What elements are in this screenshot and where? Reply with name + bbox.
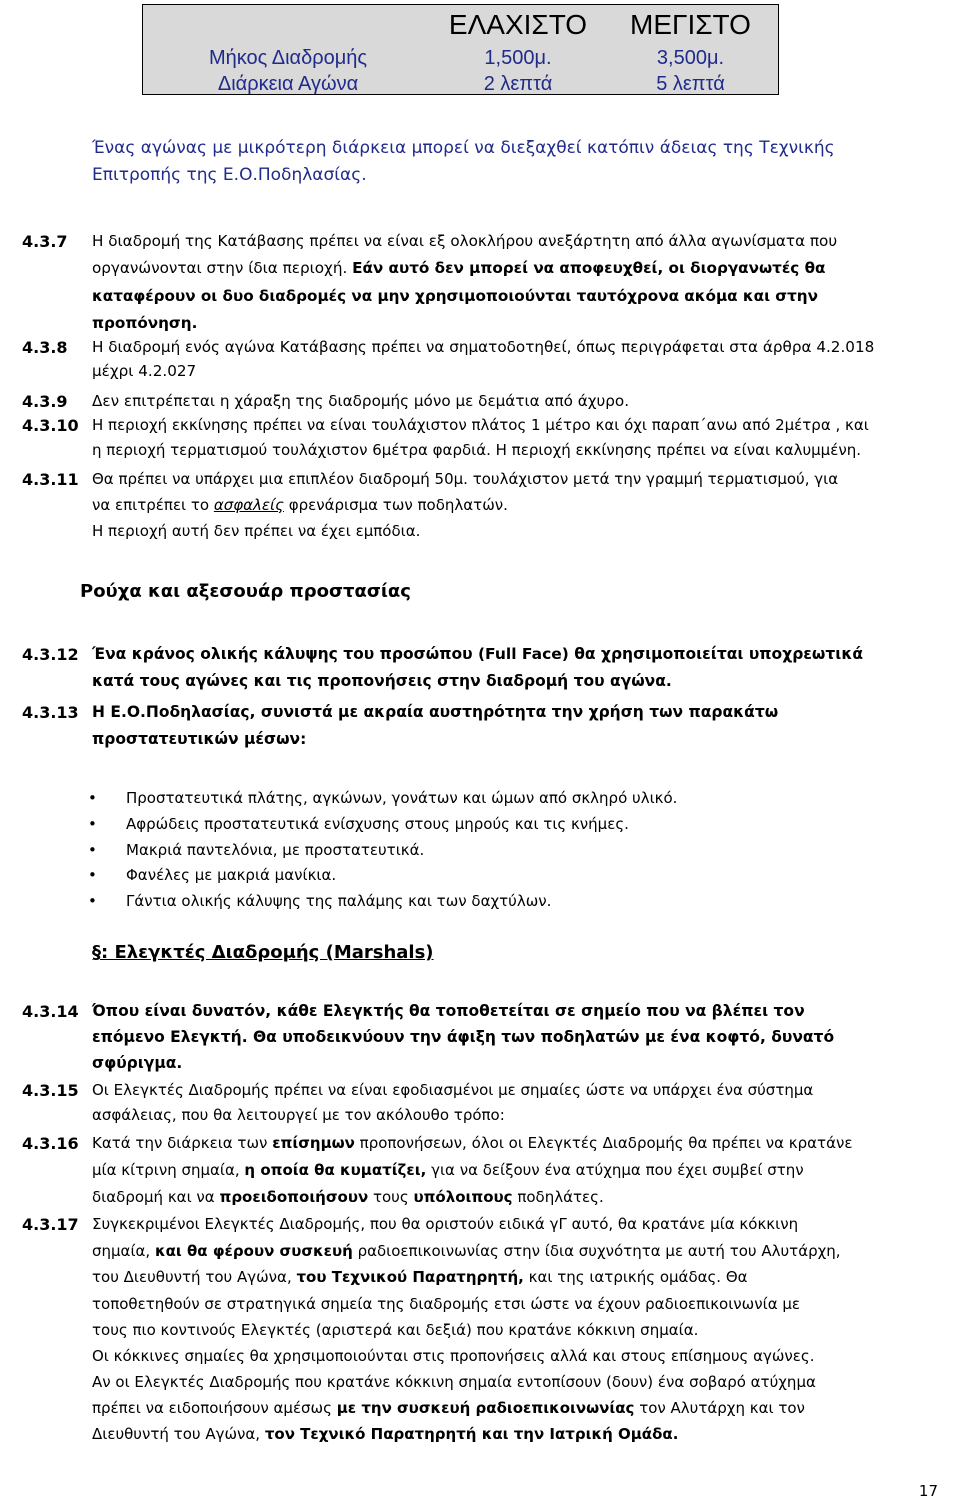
list-item: Αφρώδεις προστατευτικά ενίσχυσης στους μηρούς και τις κνήμες. <box>126 815 629 833</box>
section-text: οργανώνονται στην ίδια περιοχή. Εάν αυτό δεν μπορεί να αποφευχθεί, οι διοργανωτές θα <box>92 259 826 277</box>
row-max: 5 λεπτά <box>656 73 725 95</box>
section-text: Η περιοχή αυτή δεν πρέπει να έχει εμπόδια. <box>92 522 421 540</box>
section-text: Θα πρέπει να υπάρχει μια επιπλέον διαδρομή 50μ. τουλάχιστον μετά την γραμμή τερματισμού, για <box>92 470 839 488</box>
bullet-icon: • <box>88 866 97 884</box>
section-text: ασφάλειας, που θα λειτουργεί με τον ακόλουθο τρόπο: <box>92 1106 505 1124</box>
section-number: 4.3.11 <box>22 470 79 489</box>
list-item: Προστατευτικά πλάτης, αγκώνων, γονάτων και ώμων από σκληρό υλικό. <box>126 789 678 807</box>
section-text: επόμενο Ελεγκτή. Θα υποδεικνύουν την άφιξη των ποδηλατών με ένα κοφτό, δυνατό <box>92 1028 835 1046</box>
section-number: 4.3.17 <box>22 1215 79 1234</box>
section-text: Οι Ελεγκτές Διαδρομής πρέπει να είναι εφοδιασμένοι με σημαίες ώστε να υπάρχει ένα σύστημα <box>92 1081 814 1099</box>
section-text: Κατά την διάρκεια των επίσημων προπονήσεων, όλοι οι Ελεγκτές Διαδρομής θα πρέπει να κρατάνε <box>92 1134 853 1152</box>
list-item: Μακριά παντελόνια, με προστατευτικά. <box>126 841 425 859</box>
section-text: Δεν επιτρέπεται η χάραξη της διαδρομής μόνο με δεμάτια από άχυρο. <box>92 392 630 410</box>
bullet-icon: • <box>88 789 97 807</box>
table-row <box>143 47 778 70</box>
section-text: Διευθυντή του Αγώνα, τον Τεχνικό Παρατηρητή και την Ιατρική Ομάδα. <box>92 1425 679 1443</box>
bullet-icon: • <box>88 815 97 833</box>
section-text: Η Ε.Ο.Ποδηλασίας, συνιστά με ακραία αυστηρότητα την χρήση των παρακάτω <box>92 703 779 721</box>
section-text: Αν οι Ελεγκτές Διαδρομής που κρατάνε κόκκινη σημαία εντοπίσουν (δουν) ένα σοβαρό ατύχημα <box>92 1373 816 1391</box>
section-text: του Διευθυντή του Αγώνα, του Τεχνικού Παρατηρητή, και της ιατρικής ομάδας. Θα <box>92 1268 748 1286</box>
section-text: μέχρι 4.2.027 <box>92 362 197 380</box>
section-number: 4.3.8 <box>22 338 68 357</box>
section-number: 4.3.16 <box>22 1134 79 1153</box>
section-text: τοποθετηθούν σε στρατηγικά σημεία της διαδρομής ετσι ώστε να έχουν ραδιοεπικοινωνία με <box>92 1295 801 1313</box>
row-min: 2 λεπτά <box>483 73 553 95</box>
bullet-icon: • <box>88 892 97 910</box>
section-text: Όπου είναι δυνατόν, κάθε Ελεγκτής θα τοποθετείται σε σημείο που να βλέπει τον <box>92 1002 805 1020</box>
section-text: κατά τους αγώνες και τις προπονήσεις στην διαδρομή του αγώνα. <box>92 672 672 690</box>
section-text: καταφέρουν οι δυο διαδρομές να μην χρησιμοποιούνται ταυτόχρονα ακόμα και στην <box>92 287 818 305</box>
section-text: Η περιοχή εκκίνησης πρέπει να είναι τουλάχιστον πλάτος 1 μέτρο και όχι παραπ΄ανω από 2μέτρα , και <box>92 416 869 434</box>
section-number: 4.3.13 <box>22 703 79 722</box>
intro-line: Ένας αγώνας με μικρότερη διάρκεια μπορεί να διεξαχθεί κατόπιν άδειας της Τεχνικής <box>92 138 835 158</box>
list-item: Γάντια ολικής κάλυψης της παλάμης και των δαχτύλων. <box>126 892 552 910</box>
table-row <box>143 73 778 96</box>
section-text: Συγκεκριμένοι Ελεγκτές Διαδρομής, που θα οριστούν ειδικά γΓ αυτό, θα κρατάνε μία κόκκινη <box>92 1215 799 1233</box>
header-min: ΕΛΑΧΙΣΤΟ <box>448 9 588 40</box>
section-number: 4.3.14 <box>22 1002 79 1021</box>
section-number: 4.3.9 <box>22 392 68 411</box>
section-sign-icon: § <box>92 942 101 963</box>
section-text: Ένα κράνος ολικής κάλυψης του προσώπου (Full Face) θα χρησιμοποιείται υποχρεωτικά <box>92 645 863 663</box>
section-number: 4.3.10 <box>22 416 79 435</box>
intro-line: Επιτροπής της Ε.Ο.Ποδηλασίας. <box>92 165 367 185</box>
section-number: 4.3.12 <box>22 645 79 664</box>
section-text: διαδρομή και να προειδοποιήσουν τους υπόλοιπους ποδηλάτες. <box>92 1188 604 1206</box>
row-label: Μήκος Διαδρομής <box>208 47 368 69</box>
section-text: προπόνηση. <box>92 314 198 332</box>
table-header <box>143 9 778 41</box>
section-text: Η διαδρομή της Κατάβασης πρέπει να είναι εξ ολοκλήρου ανεξάρτητη από άλλα αγωνίσματα που <box>92 232 838 250</box>
section-text: Η διαδρομή ενός αγώνα Κατάβασης πρέπει να σηματοδοτηθεί, όπως περιγράφεται στα άρθρα 4.2.018 <box>92 338 875 356</box>
list-item: Φανέλες με μακριά μανίκια. <box>126 866 337 884</box>
section-heading: Ρούχα και αξεσουάρ προστασίας <box>80 581 411 602</box>
section-text: τους πιο κοντινούς Ελεγκτές (αριστερά και δεξιά) που κρατάνε κόκκινη σημαία. <box>92 1321 699 1339</box>
section-text: Οι κόκκινες σημαίες θα χρησιμοποιούνται στις προπονήσεις αλλά και στους επίσημους αγώνες. <box>92 1347 815 1365</box>
section-number: 4.3.15 <box>22 1081 79 1100</box>
header-max: ΜΕΓΙΣΤΟ <box>630 9 751 40</box>
section-text: η περιοχή τερματισμού τουλάχιστον 6μέτρα φαρδιά. Η περιοχή εκκίνησης πρέπει να είναι καλυμμένη. <box>92 441 861 459</box>
section-heading: §: Ελεγκτές Διαδρομής (Marshals) <box>92 942 434 963</box>
limits-table <box>142 4 779 95</box>
page-number: 17 <box>918 1482 938 1500</box>
section-text: σημαία, και θα φέρουν συσκευή ραδιοεπικοινωνίας στην ίδια συχνότητα με αυτή του Αλυτάρχη, <box>92 1242 841 1260</box>
section-text: πρέπει να ειδοποιήσουν αμέσως με την συσκευή ραδιοεπικοινωνίας τον Αλυτάρχη και τον <box>92 1399 805 1417</box>
section-text: προστατευτικών μέσων: <box>92 730 307 748</box>
row-max: 3,500μ. <box>656 47 725 69</box>
row-min: 1,500μ. <box>484 47 552 69</box>
section-text: σφύριγμα. <box>92 1054 183 1072</box>
section-number: 4.3.7 <box>22 232 68 251</box>
section-text: μία κίτρινη σημαία, η οποία θα κυματίζει, για να δείξουν ένα ατύχημα που έχει συμβεί στην <box>92 1161 804 1179</box>
row-label: Διάρκεια Αγώνα <box>217 73 359 95</box>
bullet-icon: • <box>88 841 97 859</box>
section-text: να επιτρέπει το ασφαλείς φρενάρισμα των ποδηλατών. <box>92 496 508 514</box>
